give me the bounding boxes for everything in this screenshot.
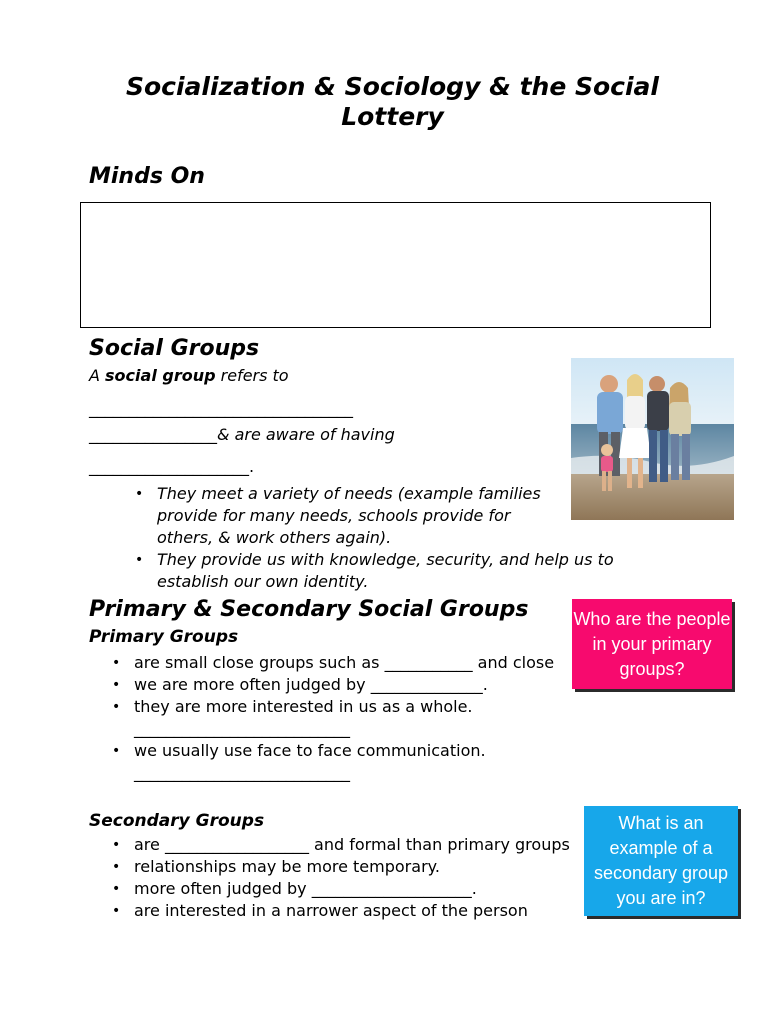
secondary-groups-callout bbox=[584, 806, 738, 916]
family-photo bbox=[571, 358, 734, 520]
social-group-definition bbox=[89, 365, 289, 387]
definition-blank-3: ____________________. bbox=[89, 457, 255, 476]
minds-on-heading: Minds On bbox=[89, 164, 205, 189]
blank-line bbox=[134, 762, 584, 784]
list-item: • we are more often judged by ______________. bbox=[134, 674, 584, 696]
primary-groups-callout bbox=[572, 599, 732, 689]
list-item: • relationships may be more temporary. bbox=[134, 856, 584, 878]
secondary-groups-heading: Secondary Groups bbox=[89, 811, 265, 831]
definition-prefix: A bbox=[89, 366, 106, 385]
social-groups-heading: Social Groups bbox=[89, 336, 260, 361]
secondary-groups-list bbox=[134, 834, 584, 922]
blank-line-text: ___________________________ bbox=[134, 763, 350, 782]
list-item: • are small close groups such as ___________ and close bbox=[134, 652, 584, 674]
primary-groups-list bbox=[134, 652, 584, 784]
list-item: • are __________________ and formal than primary groups bbox=[134, 834, 584, 856]
definition-blank-2: ________________& are aware of having bbox=[89, 425, 395, 444]
family-photo-icon bbox=[571, 358, 734, 520]
list-item: • more often judged by ____________________. bbox=[134, 878, 584, 900]
blank-line bbox=[134, 718, 584, 740]
page-title: Socialization & Sociology & the Social Lottery bbox=[125, 72, 659, 131]
definition-term: social group bbox=[105, 366, 216, 385]
definition-suffix: refers to bbox=[215, 366, 289, 385]
social-groups-bullets bbox=[157, 483, 614, 593]
definition-blank-1: _________________________________ bbox=[89, 399, 353, 418]
callout-text: What is an example of a secondary group you are in? bbox=[593, 813, 729, 908]
list-item: • They meet a variety of needs (example families provide for many needs, schools provide for others, & work others again). bbox=[157, 483, 557, 549]
callout-text: Who are the people in your primary groups? bbox=[573, 608, 731, 679]
primary-groups-heading: Primary Groups bbox=[89, 627, 239, 647]
list-item: • are interested in a narrower aspect of the person bbox=[134, 900, 584, 922]
minds-on-answer-box[interactable] bbox=[80, 202, 711, 328]
blank-line-text: ___________________________ bbox=[134, 719, 350, 738]
list-item: • they are more interested in us as a whole. bbox=[134, 696, 584, 718]
list-item: • we usually use face to face communication. bbox=[134, 740, 584, 762]
list-item: • They provide us with knowledge, security, and help us to establish our own identity. bbox=[157, 549, 637, 593]
primary-secondary-heading: Primary & Secondary Social Groups bbox=[89, 597, 529, 622]
